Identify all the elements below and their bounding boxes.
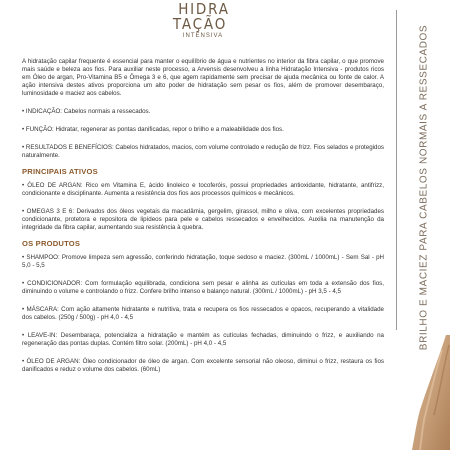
function-text: • FUNÇÃO: Hidratar, regenerar as pontas danificadas, repor o brilho e a maleabilidade dos fios. (22, 126, 284, 133)
brush-stroke-decoration (394, 0, 450, 450)
side-tagline: BRILHO E MACIEZ PARA CABELOS NORMAIS A RESSECADOS (418, 24, 430, 351)
indication-text: • INDICAÇÃO: Cabelos normais a ressecados. (22, 108, 151, 115)
product-shampoo-text: • SHAMPOO: Promove limpeza sem agressão, conferindo hidratação, toque sedoso e maciez. (300mL / 1000mL) - Sem Sal - pH 5,0 - 5,5 (22, 254, 384, 269)
brand-title-line-1: HIDRA (178, 0, 230, 18)
product-conditioner-text: • CONDICIONADOR: Com formulação equilibrada, condiciona sem pesar e alinha as cutículas em toda a extensão dos fios, diminuindo o volume e controlando o frizz. Confere brilho intenso e balanço natural. (300mL / 1000mL) - pH 3,5 - 4,5 (22, 280, 384, 295)
active-argan-text: • ÓLEO DE ARGAN: Rico em Vitamina E, ácido linoleico e tocoferóis, possui propriedades antioxidante, hidratante, antifrizz, condicionante e disciplinante. Aumenta a resistência dos fios aos processos químicos e mecânicos. (22, 182, 384, 197)
product-argan-oil-text: • ÓLEO DE ARGAN: Óleo condicionador de óleo de argan. Com excelente sensorial não oleoso, diminui o frizz, restaura os fios danificados e reduz o volume dos cabelos. (60mL) (22, 358, 384, 373)
brand-title-line-2: TAÇÃO (172, 15, 228, 33)
intro-paragraph: A hidratação capilar frequente é essencial para manter o equilíbrio de água e nutrientes no interior da fibra capilar, o que promove mais saúde e beleza aos fios. Para auxiliar neste processo, a Arvensis desenvolveu a linha Hidratação Intensiva - produtos ricos em Óleo de argan, Pro-Vitamina B5 e Ômega 3 e 6, que agem rapidamente sem precisar de ajuda mecânica ou fonte de calor. A ação intensiva destes ativos proporciona um alto poder de hidratação sem pesar os fios, além de promover desembaraço, luminosidade e maciez aos cabelos. (22, 58, 384, 97)
actives-heading: PRINCIPAIS ATIVOS (22, 167, 98, 176)
product-description (22, 58, 384, 384)
side-banner (394, 0, 450, 450)
product-mask-text: • MÁSCARA: Com ação altamente hidratante e nutritiva, trata e recupera os fios ressecados e opacos, recuperando a vitalidade dos cabelos. (250g / 500g) - pH 4,0 - 4,5 (22, 306, 384, 321)
product-leave-in-text: • LEAVE-IN: Desembaraça, potencializa a hidratação e mantém as cutículas fechadas, diminuindo o frizz, e auxiliando na regeneração das pontas duplas. Contém filtro solar. (200mL) - pH 4,0 - 4,5 (22, 332, 384, 347)
brand-subtitle: INTENSIVA (182, 33, 224, 39)
results-text: • RESULTADOS E BENEFÍCIOS: Cabelos hidratados, macios, com volume controlado e redução de frizz. Fios selados e protegidos naturalmente. (22, 144, 385, 159)
products-heading: OS PRODUTOS (22, 239, 81, 248)
active-omegas-text: • OMEGAS 3 E 6: Derivados dos óleos vegetais da macadâmia, gergelim, girassol, milho e oliva, com excelentes propriedades condicionante, protetora e repositora de lipídeos para pele e cabelos ressecados e envelhecidos. Auxilia na manutenção da integridade da fibra capilar, aumentando sua resistência à quebra. (22, 208, 384, 231)
brand-logo (0, 2, 400, 39)
